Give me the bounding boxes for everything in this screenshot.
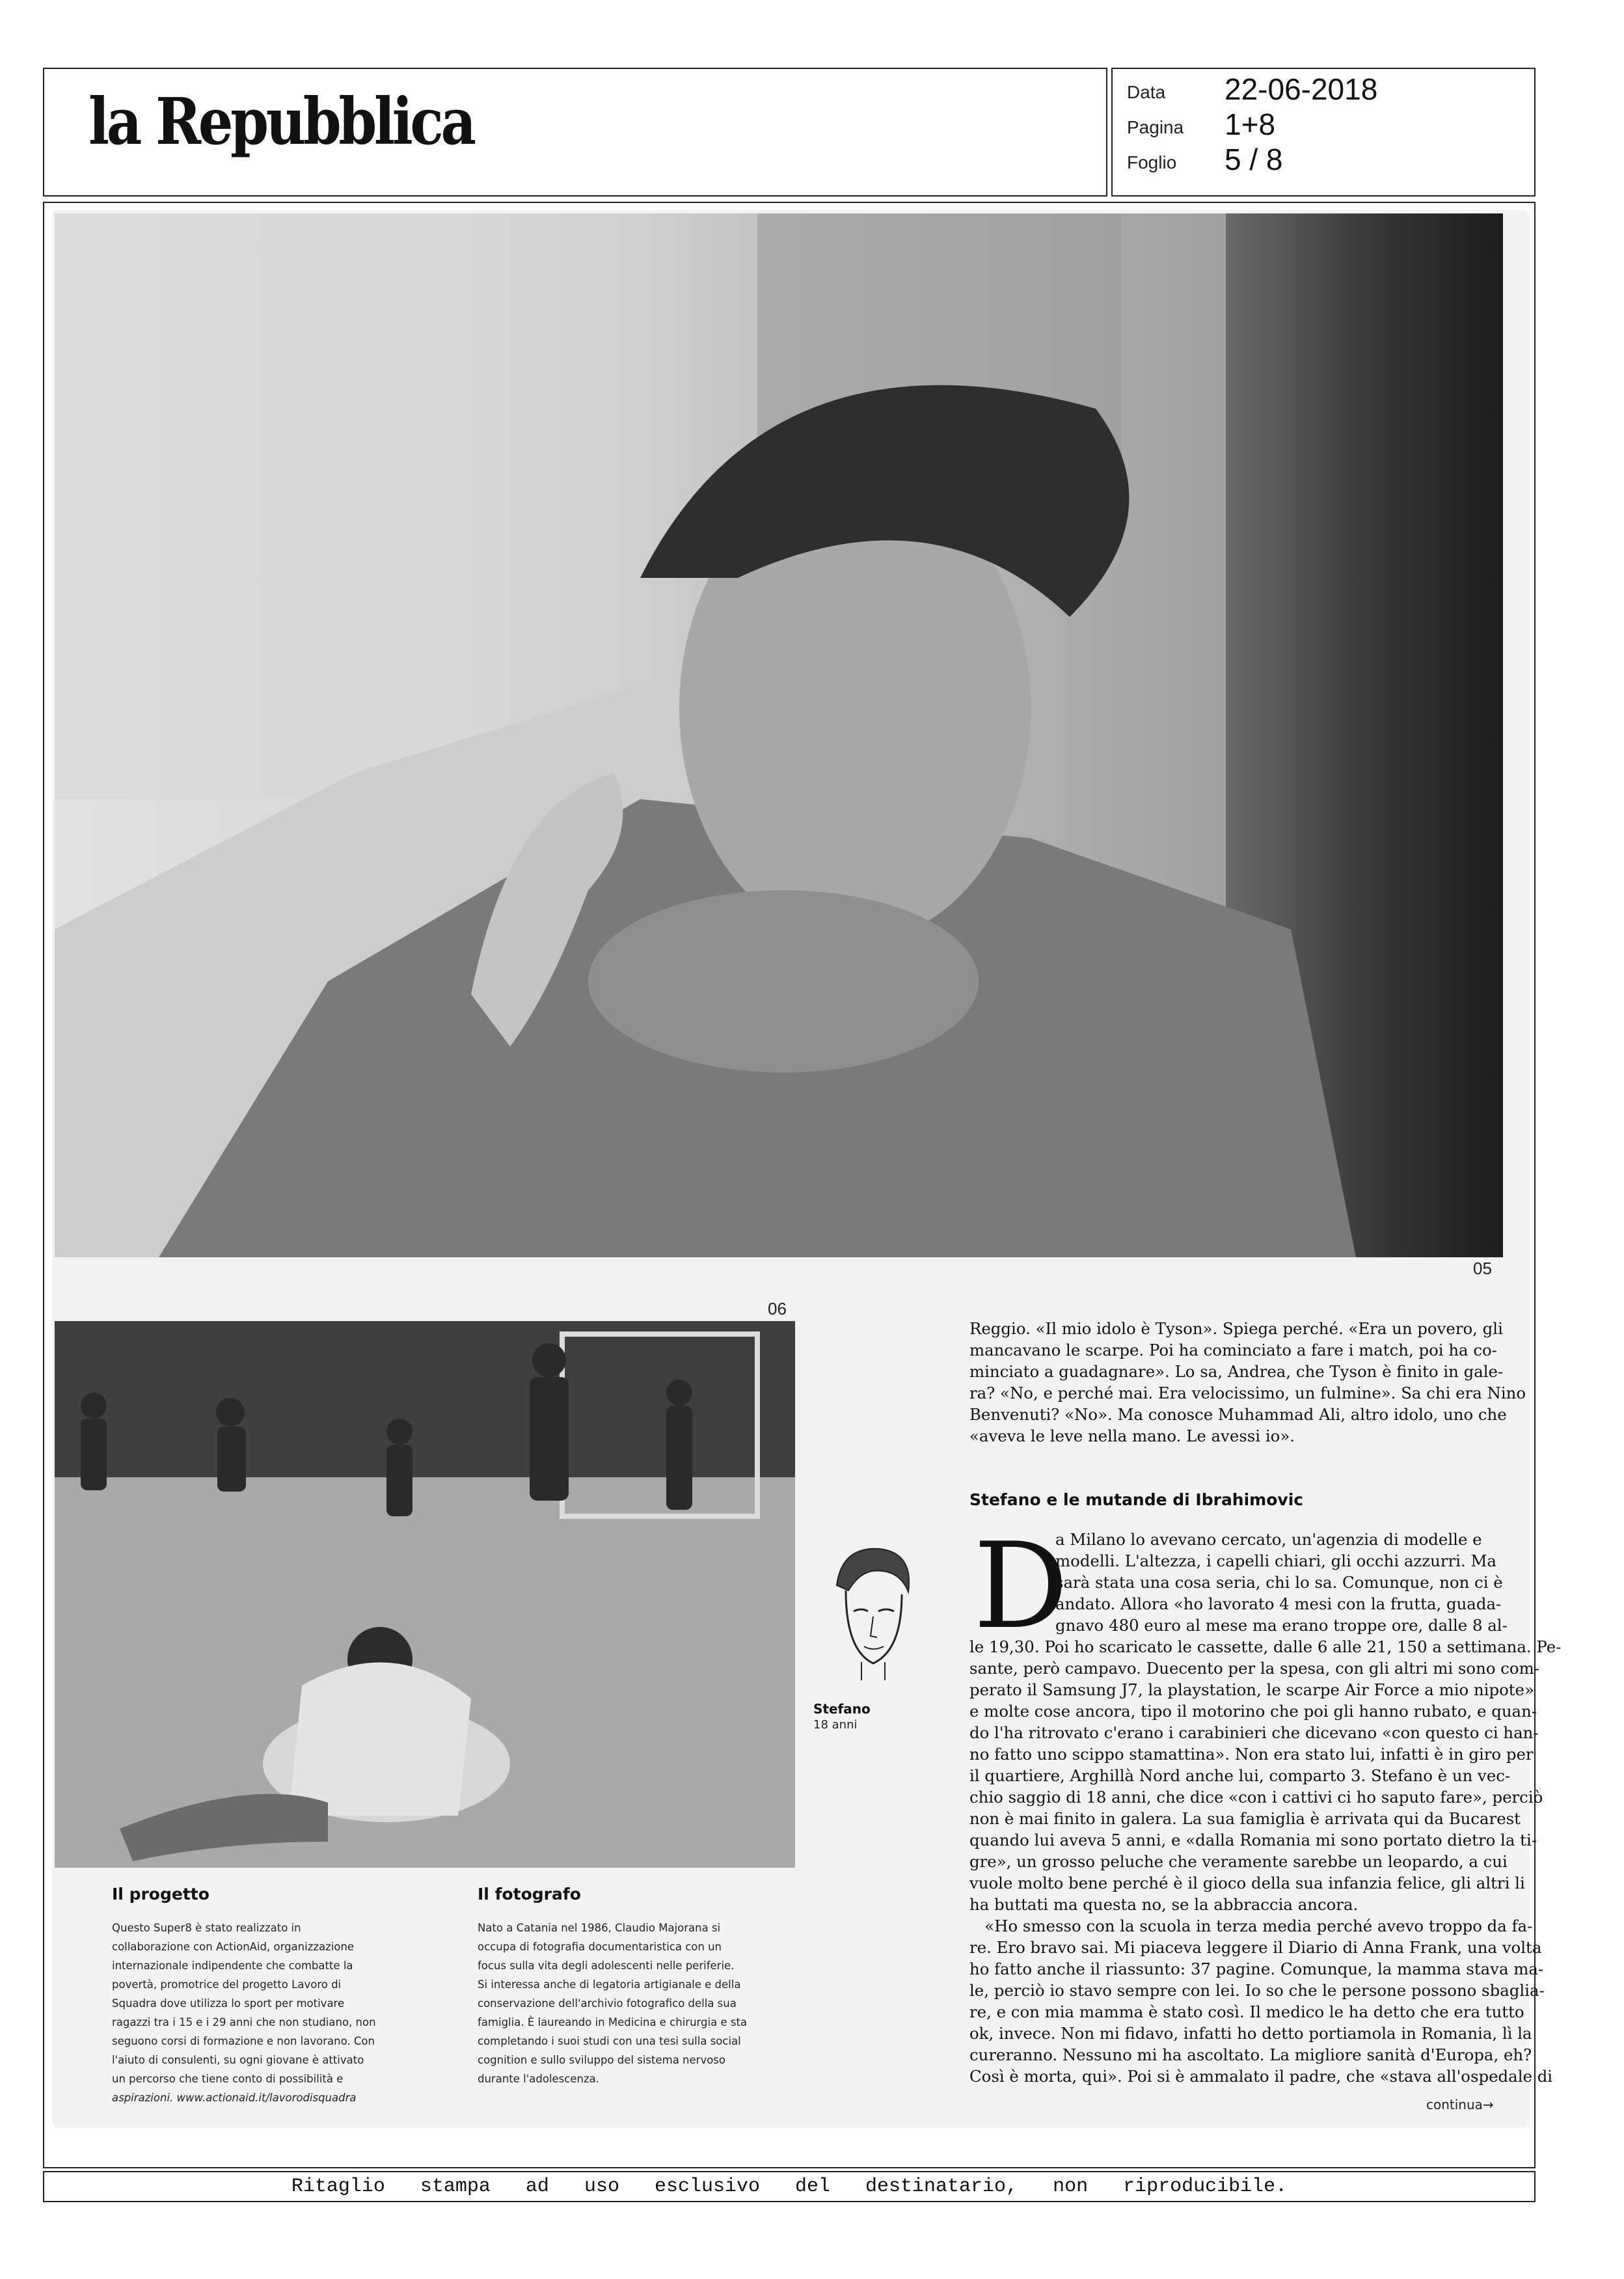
article-line: a Milano lo avevano cercato, un'agenzia di modelle e — [1055, 1530, 1482, 1549]
portrait-photo-illustration — [55, 213, 1503, 1257]
progetto-line: povertà, promotrice del progetto Lavoro di — [112, 1978, 342, 1991]
article-line: do l'ha ritrovato c'erano i carabinieri che dicevano «con questo ci han- — [969, 1723, 1539, 1742]
article-line: Reggio. «Il mio idolo è Tyson». Spiega perché. «Era un povero, gli — [969, 1319, 1503, 1338]
progetto-line: l'aiuto di consulenti, su ogni giovane è attivato — [112, 2054, 364, 2066]
article-line: ho fatto anche il riassunto: 37 pagine. Comunque, la mamma stava ma- — [969, 1959, 1544, 1978]
article-line: minciato a guadagnare». Lo sa, Andrea, che Tyson è finito in gale- — [969, 1362, 1504, 1381]
article-line: quando lui aveva 5 anni, e «dalla Romania mi sono portato dietro la ti- — [969, 1831, 1537, 1849]
progetto-title: Il progetto — [112, 1885, 210, 1904]
section-title: Stefano e le mutande di Ibrahimovic — [969, 1490, 1304, 1509]
portrait-name: Stefano — [813, 1701, 871, 1717]
progetto-line: aspirazioni. www.actionaid.it/lavorodisquadra — [112, 2092, 357, 2104]
article-line: gre», un grosso peluche che veramente sarebbe un leopardo, a cui — [969, 1852, 1508, 1871]
stefano-sketch-icon — [822, 1540, 920, 1704]
article-line: Così è morta, qui». Poi si è ammalato il padre, che «stava all'ospedale di — [969, 2067, 1553, 2086]
article-line: perato il Samsung J7, la playstation, le scarpe Air Force a mio nipote» — [969, 1680, 1534, 1699]
progetto-line: internazionale indipendente che combatte la — [112, 1959, 353, 1972]
article-line: ha buttati ma questa no, se la abbraccia ancora. — [969, 1895, 1359, 1914]
fotografo-line: famiglia. È laureando in Medicina e chirurgia e sta — [478, 2016, 748, 2028]
progetto-line: collaborazione con ActionAid, organizzazione — [112, 1941, 355, 1953]
article-line: mancavano le scarpe. Poi ha cominciato a fare i match, poi ha co- — [969, 1341, 1497, 1359]
article-line: non è mai finito in galera. La sua famiglia è arrivata qui da Bucarest — [969, 1809, 1521, 1828]
article-line: cureranno. Nessuno mi ha ascoltato. La migliore sanità d'Europa, eh? — [969, 2045, 1532, 2064]
continua-link[interactable]: continua→ — [1426, 2097, 1494, 2112]
fotografo-line: cognition e sullo sviluppo del sistema nervoso — [478, 2054, 725, 2066]
progetto-line: Questo Super8 è stato realizzato in — [112, 1922, 301, 1934]
progetto-line: seguono corsi di formazione e non lavorano. Con — [112, 2035, 375, 2047]
date-label: Data — [1127, 82, 1166, 102]
date-value: 22-06-2018 — [1225, 72, 1378, 106]
sheet-label: Foglio — [1127, 152, 1177, 172]
fotografo-title: Il fotografo — [478, 1885, 581, 1904]
article-line: il quartiere, Arghillà Nord anche lui, comparto 3. Stefano è un vec- — [969, 1766, 1511, 1785]
portrait-age: 18 anni — [813, 1718, 858, 1732]
article-line: modelli. L'altezza, i capelli chiari, gli occhi azzurri. Ma — [1055, 1551, 1496, 1570]
article-line: chio saggio di 18 anni, che dice «con i cattivi ci ho saputo fare», perciò — [969, 1788, 1543, 1807]
photo-number: 05 — [1473, 1259, 1492, 1278]
article-line: «aveva le leve nella mano. Le avessi io». — [969, 1426, 1295, 1445]
portrait-photo — [55, 213, 1503, 1257]
fotografo-line: Si interessa anche di legatoria artigianale e della — [478, 1978, 741, 1991]
article-line: gnavo 480 euro al mese ma erano troppe ore, dalle 8 al- — [1055, 1616, 1508, 1635]
article-line: le 19,30. Poi ho scaricato le cassette, dalle 6 alle 21, 150 a settimana. Pe- — [969, 1637, 1562, 1656]
fotografo-line: occupa di fotografia documentaristica con un — [478, 1941, 722, 1953]
article-line: sante, però campavo. Duecento per la spesa, con gli altri mi sono com- — [969, 1659, 1539, 1678]
article-line: re. Ero bravo sai. Mi piaceva leggere il Diario di Anna Frank, una volta — [969, 1938, 1542, 1957]
sheet-value: 5 / 8 — [1225, 143, 1283, 176]
article-line: andato. Allora «ho lavorato 4 mesi con la frutta, guada- — [1055, 1594, 1502, 1613]
newspaper-logo: la Repubblica — [88, 85, 474, 159]
article-line: sarà stata una cosa seria, chi lo sa. Comunque, non ci è — [1055, 1573, 1503, 1592]
page-value: 1+8 — [1225, 107, 1276, 141]
progetto-line: Squadra dove utilizza lo sport per motivare — [112, 1997, 345, 2010]
drop-cap: D — [973, 1517, 1068, 1655]
article-line: ok, invece. Non mi fidavo, infatti ho detto portiamola in Romania, lì la — [969, 2024, 1532, 2043]
article-line: e molte cose ancora, tipo il motorino che poi gli hanno rubato, e quan- — [969, 1702, 1537, 1721]
article-line: re, e con mia mamma è stato così. Il medico le ha detto che era tutto — [969, 2002, 1524, 2021]
article-line: «Ho smesso con la scuola in terza media perché avevo troppo da fa- — [969, 1917, 1533, 1935]
fotografo-line: Nato a Catania nel 1986, Claudio Majorana si — [478, 1922, 721, 1934]
photo-number: 06 — [768, 1299, 787, 1318]
article-line: Benvenuti? «No». Ma conosce Muhammad Ali, altro idolo, uno che — [969, 1405, 1507, 1424]
article-line: vuole molto bene perché è il gioco della sua infanzia felice, gli altri li — [969, 1874, 1525, 1892]
footer-disclaimer: Ritaglio stampa ad uso esclusivo del destinatario, non riproducibile. — [291, 2176, 1288, 2198]
soccer-photo — [55, 1321, 795, 1868]
progetto-line: un percorso che tiene conto di possibilità e — [112, 2073, 344, 2085]
fotografo-line: conservazione dell'archivio fotografico della sua — [478, 1997, 737, 2010]
fotografo-line: completando i suoi studi con una tesi sulla social — [478, 2035, 741, 2047]
article-line: no fatto uno scippo stamattina». Non era stato lui, infatti è in giro per — [969, 1745, 1534, 1764]
progetto-line: ragazzi tra i 15 e i 29 anni che non studiano, non — [112, 2016, 376, 2028]
article-line: le, perciò io stavo sempre con lei. Io so che le persone possono sbaglia- — [969, 1981, 1545, 2000]
fotografo-line: durante l'adolescenza. — [478, 2073, 599, 2085]
page-label: Pagina — [1127, 117, 1184, 137]
fotografo-line: focus sulla vita degli adolescenti nelle periferie. — [478, 1959, 735, 1972]
article-line: ra? «No, e perché mai. Era velocissimo, un fulmine». Sa chi era Nino — [969, 1384, 1526, 1402]
soccer-photo-illustration — [55, 1321, 795, 1868]
